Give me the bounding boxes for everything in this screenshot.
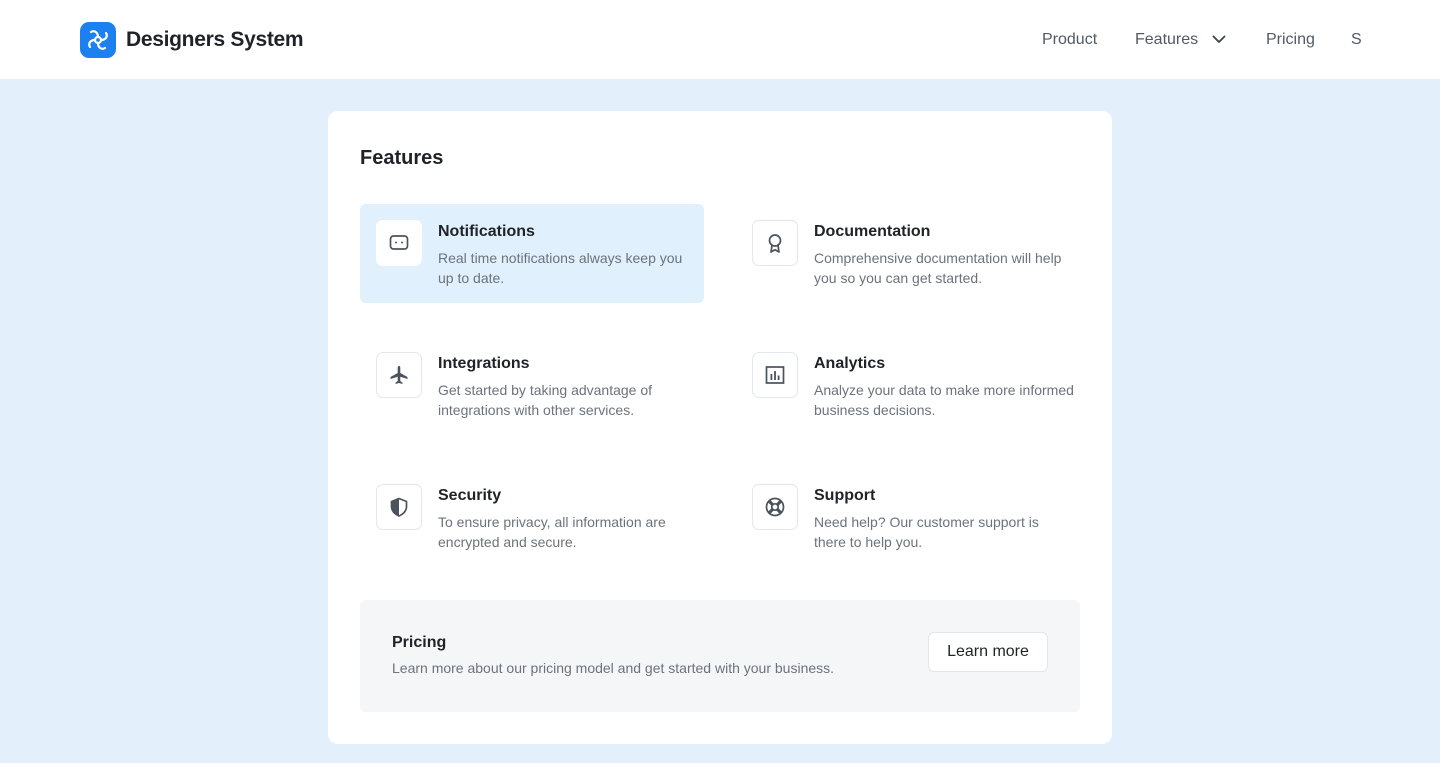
panel-title: Features xyxy=(360,147,444,169)
feature-title: Analytics xyxy=(814,355,886,372)
features-dropdown-panel xyxy=(328,111,1112,744)
pricing-title: Pricing xyxy=(392,634,447,651)
top-navbar xyxy=(0,0,1440,79)
feature-title: Security xyxy=(438,487,502,504)
chevron-down-icon xyxy=(1212,35,1226,44)
feature-title: Support xyxy=(814,487,876,504)
feature-title: Documentation xyxy=(814,223,931,240)
feature-description: Analyze your data to make more informed business decisions. xyxy=(814,382,1074,418)
pricing-description: Learn more about our pricing model and get started with your business. xyxy=(392,660,835,676)
shield-icon xyxy=(376,484,422,530)
message-icon xyxy=(376,220,422,266)
brand[interactable] xyxy=(80,22,303,58)
learn-more-button[interactable]: Learn more xyxy=(928,632,1048,672)
feature-description: Real time notifications always keep you up to date. xyxy=(438,250,683,286)
brand-logo-icon xyxy=(80,22,116,58)
feature-item-documentation[interactable] xyxy=(736,204,1080,303)
feature-description: Comprehensive documentation will help you so you can get started. xyxy=(814,250,1062,286)
feature-item-security[interactable] xyxy=(360,468,704,567)
nav-product[interactable]: Product xyxy=(1042,30,1098,48)
feature-item-notifications[interactable] xyxy=(360,204,704,303)
feature-item-integrations[interactable] xyxy=(360,336,704,435)
feature-description: Get started by taking advantage of integrations with other services. xyxy=(438,382,653,418)
feature-title: Integrations xyxy=(438,355,530,372)
feature-description: To ensure privacy, all information are encrypted and secure. xyxy=(438,514,666,550)
feature-title: Notifications xyxy=(438,223,535,240)
feature-item-analytics[interactable] xyxy=(736,336,1080,435)
nav-features-label: Features xyxy=(1135,30,1199,48)
nav-features[interactable] xyxy=(1135,31,1226,49)
airplane-icon xyxy=(376,352,422,398)
brand-name: Designers System xyxy=(126,28,304,51)
bar-chart-icon xyxy=(752,352,798,398)
lifebuoy-icon xyxy=(752,484,798,530)
award-icon xyxy=(752,220,798,266)
feature-description: Need help? Our customer support is there to help you. xyxy=(814,514,1039,550)
feature-item-support[interactable] xyxy=(736,468,1080,567)
nav-truncated-item[interactable]: S xyxy=(1351,30,1362,48)
pricing-callout xyxy=(360,600,1080,712)
nav-pricing[interactable]: Pricing xyxy=(1266,30,1315,48)
